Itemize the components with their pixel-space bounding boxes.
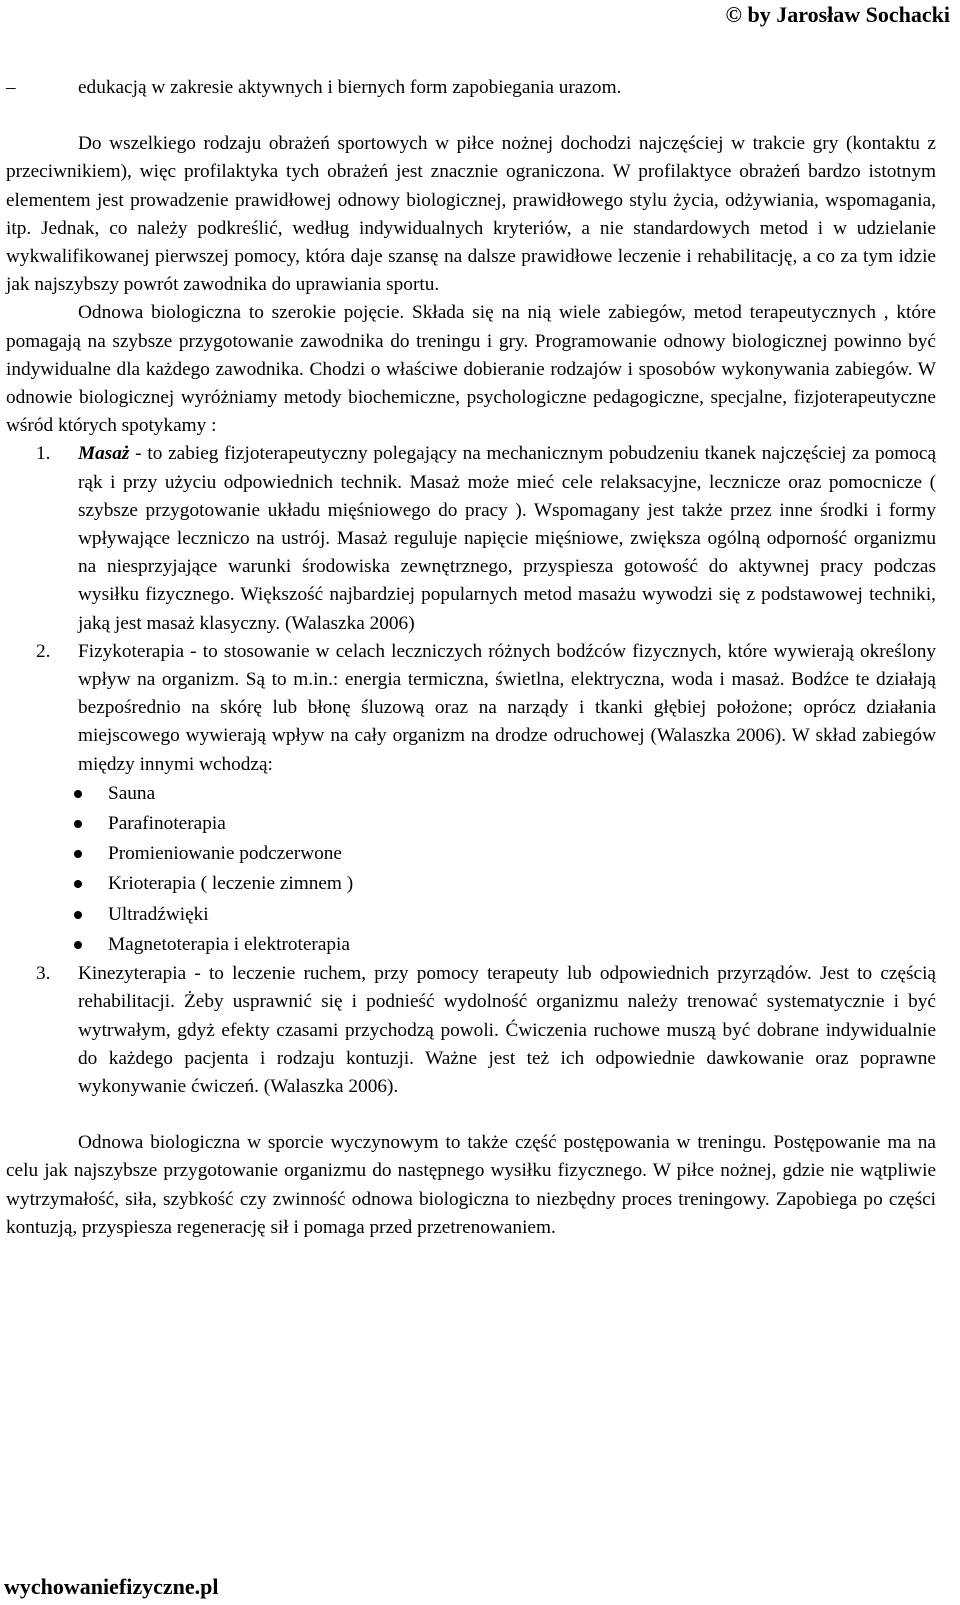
bullet-icon bbox=[74, 911, 82, 919]
bullet-icon bbox=[74, 850, 82, 858]
document-body bbox=[6, 74, 936, 1242]
site-footer: wychowaniefizyczne.pl bbox=[4, 1574, 219, 1599]
list-item: Promieniowanie podczerwone bbox=[6, 839, 936, 869]
dash-item-text: edukacją w zakresie aktywnych i biernych form zapobiegania urazom. bbox=[78, 77, 622, 98]
list-item: Krioterapia ( leczenie zimnem ) bbox=[6, 869, 936, 899]
term-massage: Masaż bbox=[78, 443, 130, 465]
bullet-icon bbox=[74, 820, 82, 828]
copyright-header: © by Jarosław Sochacki bbox=[725, 2, 950, 27]
intro-paragraph-1: Do wszelkiego rodzaju obrażeń sportowych w piłce nożnej dochodzi najczęściej w trakcie gry (kontaktu z przeciwnikiem), więc profilaktyka tych obrażeń jest znacznie ograniczona. W profilaktyce obrażeń bardzo istotnym elementem jest prowadzenie prawidłowej odnowy biologicznej, prawidłowego stylu życia, odżywiania, wspomagania, itp. Jednak, co należy podkreślić, według indywidualnych kryteriów, a nie standardowych metod i w udzielanie wykwalifikowanej pierwszej pomocy, która daje szansę na dalsze prawidłowe leczenie i rehabilitację, a co za tym idzie jak najszybszy powrót zawodnika do uprawiania sportu. bbox=[6, 133, 936, 296]
methods-list-continued bbox=[6, 960, 936, 1101]
bullet-icon bbox=[74, 880, 82, 888]
methods-list bbox=[6, 440, 936, 778]
intro-paragraph-2: Odnowa biologiczna to szerokie pojęcie. Składa się na nią wiele zabiegów, metod terapeutycznych , które pomagają na szybsze przygotowanie zawodnika do treningu i gry. Programowanie odnowy biologicznej powinno być indywidualne dla każdego zawodnika. Chodzi o właściwe dobieranie rodzajów i sposobów wykonywania zabiegów. W odnowie biologicznej wyróżniamy metody biochemiczne, psychologiczne pedagogiczne, specjalne, fizjoterapeutyczne wśród których spotykamy : bbox=[6, 302, 936, 437]
bullet-icon bbox=[74, 941, 82, 949]
dash-marker: – bbox=[6, 77, 16, 98]
blank-line bbox=[6, 102, 936, 130]
kinesitherapy-description: Kinezyterapia - to leczenie ruchem, przy pomocy terapeuty lub odpowiednich przyrządów. Jest to częścią rehabilitacji. Żeby usprawnić się i podnieść wydolność organizmu należy trenować systematycznie i być wytrwałym, gdyż efekty czasami przychodzą powoli. Ćwiczenia ruchowe muszą być dobrane indywidualnie do każdego pacjenta i rodzaju kontuzji. Ważne jest też ich odpowiednie dawkowanie oraz poprawne wykonywanie ćwiczeń. (Walaszka 2006). bbox=[78, 963, 936, 1097]
list-number: 2. bbox=[36, 640, 51, 662]
dash-list-item bbox=[6, 74, 936, 102]
list-item-kinesitherapy bbox=[6, 960, 936, 1101]
physiotherapy-description: Fizykoterapia - to stosowanie w celach leczniczych różnych bodźców fizycznych, które wywierają określony wpływ na organizm. Są to m.in.: energia termiczna, świetlna, elektryczna, woda i masaż. Bodźce te działają bezpośrednio na skórę lub błonę śluzową oraz na narządy i tkanki głębiej położone; oprócz działania miejscowego wywierają wpływ na cały organizm na drodze odruchowej (Walaszka 2006). W skład zabiegów między innymi wchodzą: bbox=[78, 640, 936, 775]
list-item: Magnetoterapia i elektroterapia bbox=[6, 930, 936, 960]
list-item-massage bbox=[6, 440, 936, 637]
list-item-physiotherapy bbox=[6, 638, 936, 779]
list-item: Sauna bbox=[6, 779, 936, 809]
list-number: 3. bbox=[36, 963, 51, 985]
list-item: Ultradźwięki bbox=[6, 900, 936, 930]
closing-paragraph: Odnowa biologiczna w sporcie wyczynowym to także część postępowania w treningu. Postępowanie ma na celu jak najszybsze przygotowanie organizmu do następnego wysiłku fizycznego. W piłce nożnej, gdzie nie wątpliwie wytrzymałość, siła, szybkość czy zwinność odnowa biologiczna to niezbędny proces treningowy. Zapobiega po części kontuzją, przyspiesza regenerację sił i pomaga przed przetrenowaniem. bbox=[6, 1132, 936, 1238]
treatment-bullet-list bbox=[6, 779, 936, 960]
list-number: 1. bbox=[36, 443, 51, 465]
list-item: Parafinoterapia bbox=[6, 809, 936, 839]
massage-description: - to zabieg fizjoterapeutyczny polegający na mechanicznym pobudzeniu tkanek najczęściej za pomocą rąk i przy użyciu odpowiednich technik. Masaż może mieć cele relaksacyjne, lecznicze oraz pomocnicze ( szybsze przygotowanie układu mięśniowego do pracy ). Wspomagany jest także przez inne środki i formy wpływające leczniczo na ustrój. Masaż reguluje napięcie mięśniowe, zwiększa ogólną odporność organizmu na niesprzyjające warunki środowiska zewnętrznego, przyspiesza gotowość do aktywnej pracy podczas wysiłku fizycznego. Większość najbardziej popularnych metod masażu wywodzi się z podstawowej techniki, jaką jest masaż klasyczny. (Walaszka 2006) bbox=[78, 443, 936, 634]
bullet-icon bbox=[74, 790, 82, 798]
blank-line bbox=[6, 1101, 936, 1129]
